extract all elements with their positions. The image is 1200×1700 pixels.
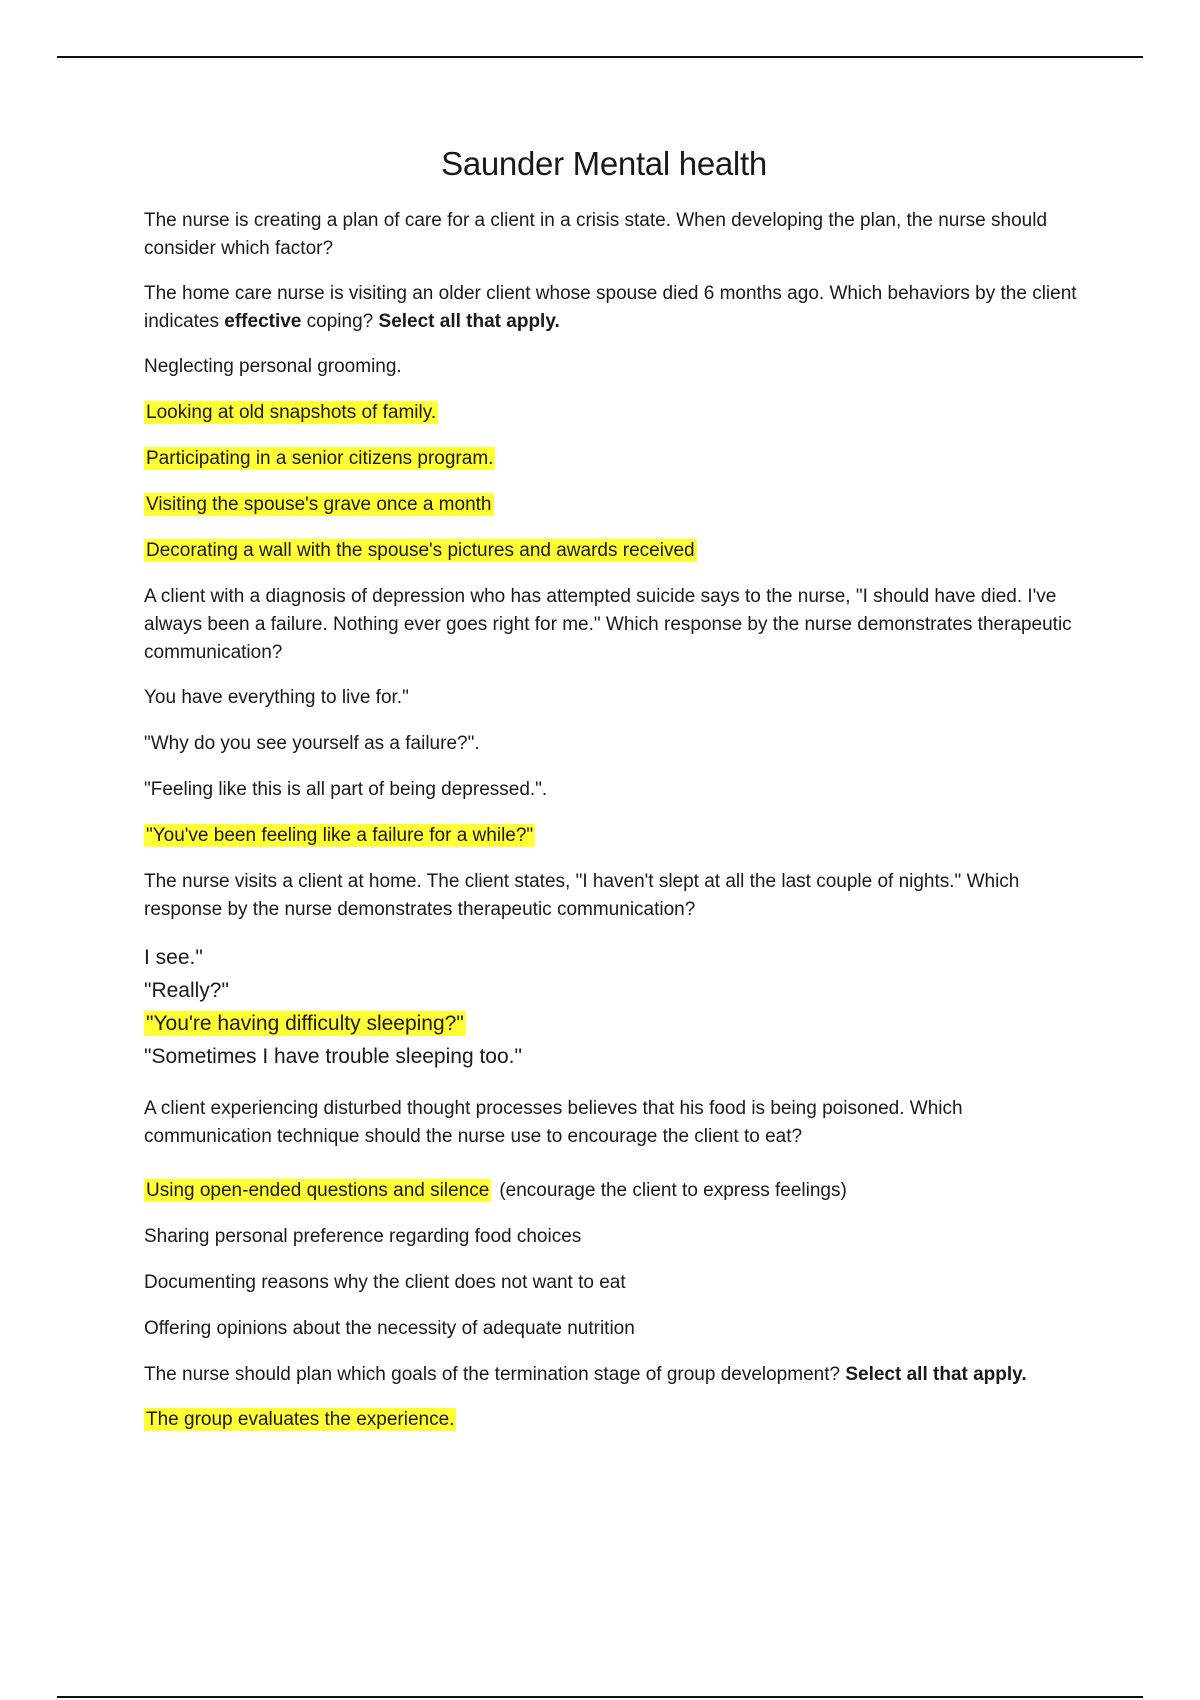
q4-option-1: I see." xyxy=(144,946,203,969)
q2-option-3 xyxy=(144,445,1084,473)
question-4: The nurse visits a client at home. The client states, "I haven't slept at all the last couple of nights." Which response by the nurse demonstrates therapeutic communication? xyxy=(144,871,1020,920)
q5-option-3: Documenting reasons why the client does not want to eat xyxy=(144,1272,626,1293)
q2-option-1: Neglecting personal grooming. xyxy=(144,356,402,377)
question-2-text-mid: coping? xyxy=(301,311,379,332)
question-2-emphasis: effective xyxy=(224,311,302,332)
q4-option-2: "Really?" xyxy=(144,979,229,1002)
question-3: A client with a diagnosis of depression who has attempted suicide says to the nurse, "I should have died. I've always been a failure. Nothing ever goes right for me." Which response by the nurse demonstrates therapeutic communication? xyxy=(144,586,1072,663)
q5-option-1 xyxy=(144,1177,1084,1205)
answer-highlight: Visiting the spouse's grave once a month xyxy=(146,494,492,515)
q5-option-4: Offering opinions about the necessity of adequate nutrition xyxy=(144,1318,635,1339)
document-body xyxy=(144,145,1084,1452)
question-6-instruction: Select all that apply. xyxy=(845,1364,1027,1385)
answer-highlight: Participating in a senior citizens program. xyxy=(146,448,494,469)
question-6-text: The nurse should plan which goals of the termination stage of group development? xyxy=(144,1364,846,1385)
bottom-rule xyxy=(57,1696,1143,1698)
top-rule xyxy=(57,56,1143,58)
q2-option-4 xyxy=(144,491,1084,519)
question-6 xyxy=(144,1361,1084,1389)
page-title: Saunder Mental health xyxy=(441,145,767,182)
answer-highlight: Using open-ended questions and silence xyxy=(146,1180,490,1201)
answer-highlight: "You've been feeling like a failure for a while?" xyxy=(146,825,534,846)
question-1: The nurse is creating a plan of care for a client in a crisis state. When developing the plan, the nurse should consider which factor? xyxy=(144,210,1048,259)
q5-option-2: Sharing personal preference regarding food choices xyxy=(144,1226,582,1247)
answer-highlight: Decorating a wall with the spouse's pictures and awards received xyxy=(146,540,695,561)
answer-note: (encourage the client to express feelings) xyxy=(499,1180,847,1201)
answer-highlight: The group evaluates the experience. xyxy=(146,1409,455,1430)
question-2 xyxy=(144,280,1084,336)
answer-highlight: "You're having difficulty sleeping?" xyxy=(146,1012,464,1035)
q4-option-3 xyxy=(144,1007,1084,1040)
q3-option-4 xyxy=(144,822,1084,850)
q4-options xyxy=(144,941,1084,1073)
q6-option-1 xyxy=(144,1406,1084,1434)
q2-option-2 xyxy=(144,399,1084,427)
q3-option-3: "Feeling like this is all part of being depressed.". xyxy=(144,779,548,800)
question-2-text: The home care nurse is visiting an older client whose spouse died 6 months ago. Which behaviors by the client indicates xyxy=(144,283,1077,332)
q4-option-4: "Sometimes I have trouble sleeping too." xyxy=(144,1045,522,1068)
answer-highlight: Looking at old snapshots of family. xyxy=(146,402,437,423)
q3-option-1: You have everything to live for." xyxy=(144,687,409,708)
question-2-instruction: Select all that apply. xyxy=(378,311,560,332)
q2-option-5 xyxy=(144,537,1084,565)
question-5: A client experiencing disturbed thought processes believes that his food is being poisoned. Which communication technique should the nurse use to encourage the client to eat? xyxy=(144,1098,963,1147)
q3-option-2: "Why do you see yourself as a failure?". xyxy=(144,733,480,754)
